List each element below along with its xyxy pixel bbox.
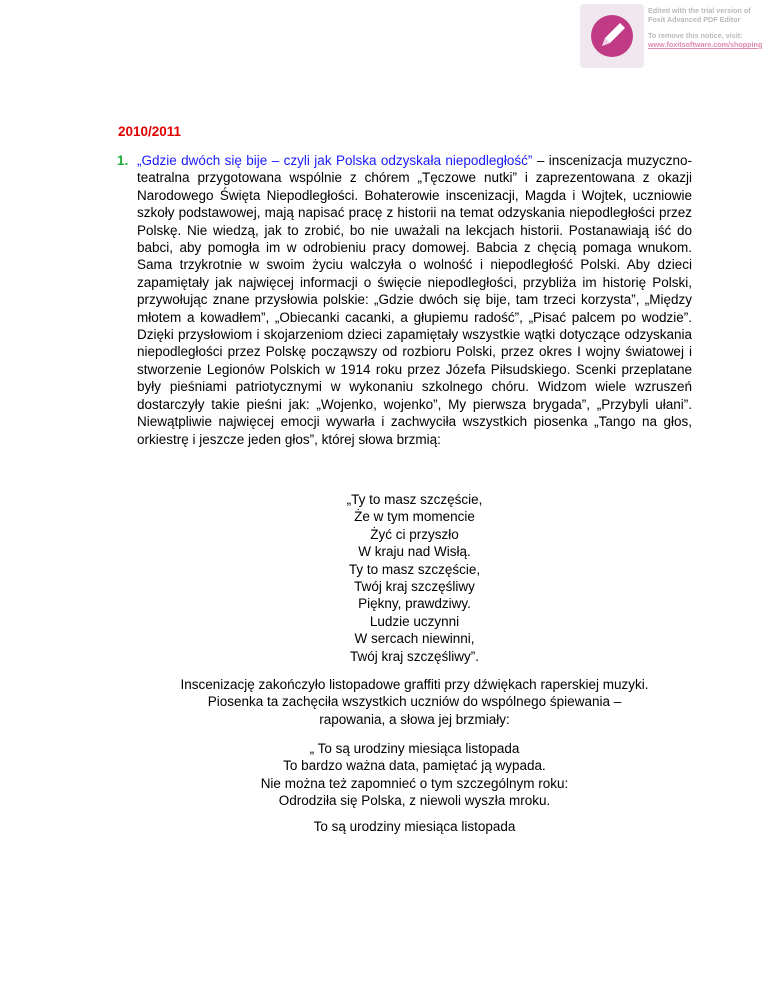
poem-line: Twój kraj szczęśliwy”. [349,648,479,664]
poem-tango [137,491,692,665]
watermark-link[interactable]: www.foxitsoftware.com/shopping [648,40,763,49]
poem-line: W kraju nad Wisłą. [358,544,471,560]
paragraph-line: Piosenka ta zachęciła wszystkich uczniów do wspólnego śpiewania – [207,694,622,710]
poem-urodziny [137,740,692,810]
poem-line: Odrodziła się Polska, z niewoli wyszła mroku. [278,793,551,809]
poem-urodziny-continued [137,818,692,835]
item-title: „Gdzie dwóch się bije – czyli jak Polska odzyskała niepodległość” [137,153,533,168]
year-heading: 2010/2011 [118,124,182,139]
poem-line: To bardzo ważna data, pamiętać ją wypada. [283,758,546,774]
watermark-line-3: To remove this notice, visit: [648,31,743,40]
poem-line: Piękny, prawdziwy. [358,596,471,612]
paragraph-graffiti [137,676,692,728]
poem-line: Żyć ci przyszło [370,526,459,542]
item-number: 1. [117,153,129,168]
paragraph-line: Inscenizację zakończyło listopadowe graffiti przy dźwiękach raperskiej muzyki. [180,677,649,692]
poem-line: Ludzie uczynni [369,613,460,629]
pencil-edit-icon [580,4,644,68]
poem-line: Że w tym momencie [354,509,475,525]
poem-line: „Ty to masz szczęście, [346,492,483,507]
paragraph-line: rapowania, a słowa jej brzmiały: [319,711,510,727]
poem-line: „ To są urodziny miesiąca listopada [309,741,520,756]
poem-line: W sercach niewinni, [354,631,475,647]
poem-line: To są urodziny miesiąca listopada [313,819,516,834]
poem-line: Nie można też zapomnieć o tym szczególnym roku: [260,775,569,791]
watermark-line-2: Foxit Advanced PDF Editor [648,15,741,24]
poem-line: Twój kraj szczęśliwy [354,579,475,595]
list-item-1 [117,152,692,448]
poem-line: Ty to masz szczęście, [348,561,481,577]
watermark-line-1: Edited with the trial version of [648,6,751,15]
item-body: – inscenizacja muzyczno-teatralna przygotowana wspólnie z chórem „Tęczowe nutki” i zaprezentowana z okazji Narodowego Święta Niepodległości. Bohaterowie inscenizacji, Magda i Wojtek, uczniowie szkoły podstawowej, mają napisać pracę z historii na temat odzyskania niepodległości przez Polskę. Nie wiedzą, jak to zrobić, bo nie uważali na lekcjach historii. Postanawiają iść do babci, aby pomogła im w odrobieniu pracy domowej. Babcia z chęcią pomaga wnukom. Sama trzykrotnie w swoim życiu walczyła o wolność i niepodległość Polski. Aby dzieci zapamiętały jak najwięcej informacji o święcie niepodległości, przybliża im historię Polski, przywołując znane przysłowia polskie: „Gdzie dwóch się bije, tam trzeci korzysta”, „Między młotem a kowadłem”, „Obiecanki cacanki, a głupiemu radość”, „Pisać palcem po wodzie”. Dzięki przysłowiom i skojarzeniom dzieci zapamiętały wszystkie wątki dotyczące odzyskania niepodległości przez Polskę począwszy od rozbioru Polski, przez okres I wojny światowej i stworzenie Legionów Polskich w 1914 roku przez Józefa Piłsudskiego. Scenki przeplatane były pieśniami patriotycznymi w wykonaniu szkolnego chóru. Widzom wiele wzruszeń dostarczyły takie pieśni jak: „Wojenko, wojenko”, My pierwsza brygada”, „Przybyli ułani”. Niewątpliwie najwięcej emocji wywarła i zachwyciła wszystkich piosenka „Tango na głos, orkiestrę i jeszcze jeden głos”, której słowa brzmią: [137,153,692,447]
watermark-text [648,6,766,49]
foxit-watermark [580,4,766,72]
